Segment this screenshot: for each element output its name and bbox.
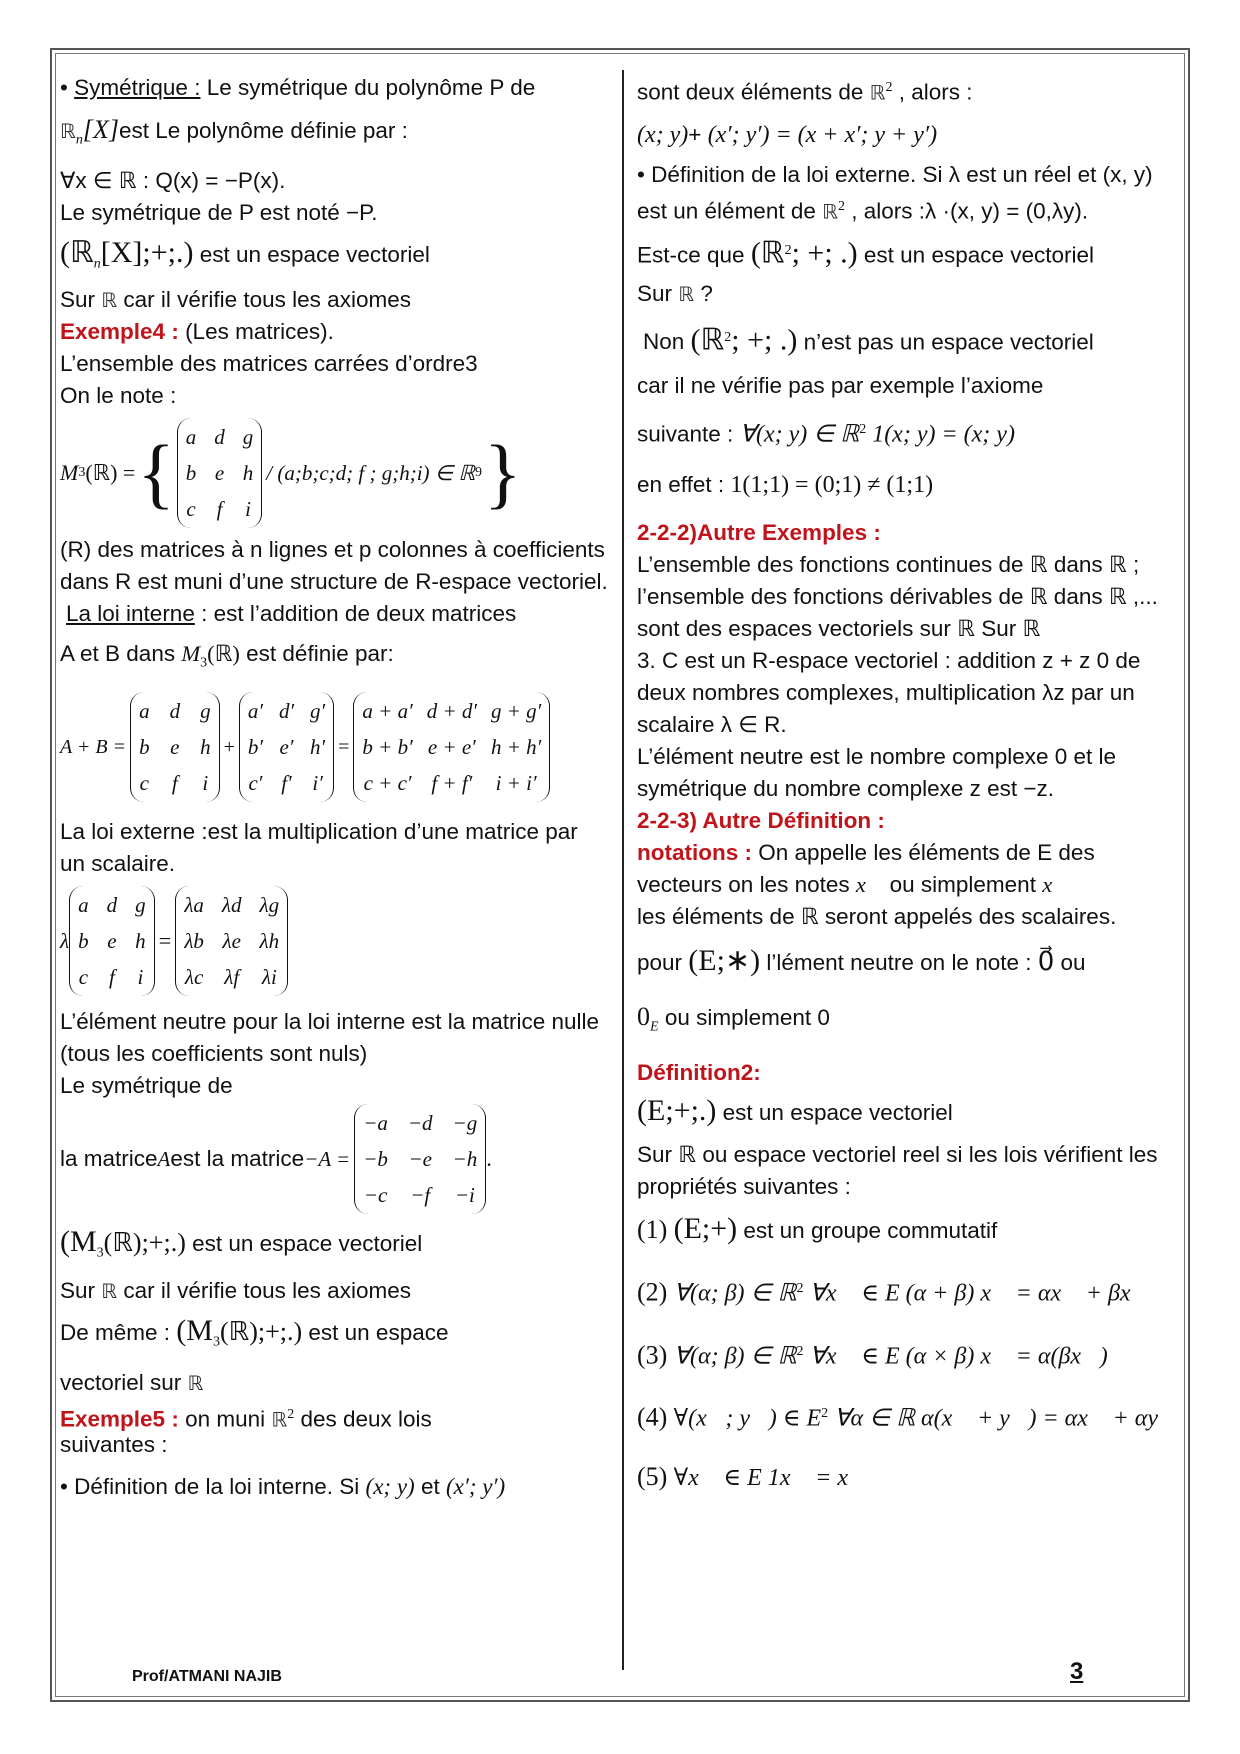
- matrix-cell: h: [135, 928, 146, 953]
- poly-def-text: est Le polynôme définie par :: [118, 118, 408, 143]
- matrix-cell: f + f′: [431, 770, 473, 795]
- matrix-cell: i: [137, 964, 144, 989]
- matrix-cell: a + a′: [362, 698, 413, 723]
- matrix-cell: b: [139, 734, 150, 759]
- axiom-number: (4): [637, 1402, 668, 1432]
- sym-dot: .: [486, 1145, 492, 1171]
- sur-text: Sur: [60, 1278, 102, 1303]
- internal-law-def-text: • Définition de la loi interne. Si: [60, 1474, 366, 1499]
- matrices-np-paragraph: (R) des matrices à n lignes et p colonnes à coefficients dans R est muni d’une structure de R-espace vectoriel.: [60, 537, 608, 594]
- sym-noted: Le symétrique de P est noté −P.: [60, 199, 378, 225]
- matrix-cell: b: [185, 461, 197, 485]
- matrix-cell: λc: [184, 964, 204, 989]
- axiom-5: [637, 1461, 1177, 1494]
- matrix-cell: i′: [312, 770, 323, 795]
- sum-pair-formula: [637, 119, 1177, 151]
- axiom-number: (1): [637, 1215, 668, 1244]
- oe-line: [637, 1001, 1177, 1044]
- matrix-cell: g + g′: [490, 698, 542, 723]
- matrix-cell: e: [170, 734, 180, 759]
- m3-matrix: [177, 418, 263, 528]
- m3-symbol: M: [60, 460, 79, 485]
- matrix-a-grid: [139, 694, 211, 800]
- axiom-1-text: est un groupe commutatif: [737, 1218, 998, 1243]
- sym-neg: −A =: [304, 1146, 351, 1171]
- sum-lhs: A + B =: [60, 735, 127, 758]
- ab-sub: 3: [200, 655, 208, 671]
- example5-text-b: des deux lois: [294, 1406, 432, 1431]
- m3-definition: [60, 418, 608, 528]
- scalar-mult-formula: [60, 886, 608, 996]
- matrix-cell: h + h′: [490, 734, 542, 759]
- matrix-cell: −f: [410, 1182, 431, 1207]
- subscript-n: n: [75, 132, 83, 148]
- notations-label: notations :: [637, 839, 752, 865]
- matrix-cell: b: [78, 928, 89, 953]
- m3-lhs: (ℝ) =: [85, 460, 136, 485]
- external-law-def: [637, 159, 1177, 228]
- vectoriel-sur-text: vectoriel sur: [60, 1369, 188, 1395]
- en-effet-line: [637, 469, 1177, 501]
- matrix-cell: b + b′: [362, 734, 413, 759]
- neutral-element-text: L’élément neutre pour la loi interne est la matrice nulle (tous les coefficients sont nuls): [60, 1008, 600, 1066]
- matrix-neg: [354, 1104, 486, 1214]
- en-effet-math: 1(1;1) = (0;1) ≠ (1;1): [730, 471, 934, 498]
- axiom-3: [637, 1336, 1177, 1373]
- vectoriel-sur-line: [60, 1367, 608, 1399]
- matrix-cell: λb: [184, 928, 204, 953]
- question-mark: ?: [694, 280, 713, 306]
- oe-text: ou simplement 0: [658, 1004, 830, 1030]
- matrix-cell: f: [108, 964, 115, 989]
- question-line: [637, 235, 1177, 272]
- exp-2: 2: [837, 198, 845, 214]
- matrix-cell: f′: [281, 770, 292, 795]
- zero-e: 0: [637, 1001, 650, 1031]
- ab-text2: est définie par:: [239, 641, 394, 666]
- external-law-def-text-b: , alors :λ ·(x, y) = (0,λy).: [844, 198, 1089, 223]
- var-x: x: [1042, 871, 1053, 897]
- matrix-cell: i: [202, 770, 209, 795]
- lambda-symbol: λ: [60, 928, 70, 953]
- matrix-cell: a′: [247, 698, 263, 723]
- axiom-1: [637, 1213, 1177, 1247]
- matrix-cell: h′: [310, 734, 326, 759]
- def2-math: (E;+;.): [637, 1094, 717, 1127]
- set-r: ℝ: [678, 281, 695, 306]
- axiom-2: [637, 1273, 1177, 1310]
- matrix-cell: λi: [261, 964, 277, 989]
- set-r: ℝ: [869, 80, 886, 105]
- axiom-number: (2): [637, 1277, 668, 1307]
- definition2-heading: Définition2:: [637, 1060, 761, 1085]
- matrix-cell: e: [214, 461, 225, 485]
- de-meme-line: [60, 1315, 608, 1359]
- matrix-cell: g′: [310, 698, 326, 723]
- matrix-cell: d: [214, 425, 225, 449]
- non-line: [637, 322, 1177, 359]
- matrix-cell: i: [245, 497, 251, 521]
- set-r: ℝ: [60, 119, 76, 143]
- question-text-b: est un espace vectoriel: [857, 242, 1095, 268]
- matrix-cell: −h: [452, 1146, 478, 1171]
- axioms-line-1: [60, 284, 608, 316]
- set-r: ℝ: [101, 1279, 118, 1303]
- exp-2: 2: [724, 329, 732, 345]
- matrix-sum-grid: [362, 694, 541, 800]
- axiom-1-math: (E;+): [673, 1212, 738, 1245]
- var-x: [X]: [82, 115, 119, 144]
- complex-neutral-paragraph: L’élément neutre est le nombre complexe 0 et le symétrique du nombre complexe z est −z.: [637, 743, 1117, 801]
- q-formula: ∀x ∈ ℝ : Q(x) = −P(x).: [60, 167, 286, 193]
- axioms-line-2: [60, 1275, 608, 1307]
- axiom-formula-line: [637, 414, 1177, 451]
- matrix-cell: g: [200, 698, 211, 723]
- axioms-text: car il vérifie tous les axiomes: [117, 287, 411, 312]
- matrix-a: [130, 692, 220, 802]
- symmetric-line: [60, 72, 608, 104]
- ab-math2: (ℝ): [207, 641, 240, 666]
- m3-sub: 3: [78, 465, 86, 480]
- sym-text-a: la matrice: [60, 1145, 158, 1171]
- axiom-number: (3): [637, 1340, 668, 1369]
- matrix-cell: h: [242, 461, 254, 485]
- matrix-cell: a: [78, 892, 89, 917]
- complex-paragraph: 3. C est un R-espace vectoriel : addition z + z 0 de deux nombres complexes, multiplication λz par un scalaire λ ∈ R.: [637, 647, 1141, 737]
- matrix-cell: λe: [222, 928, 241, 953]
- matrix-cell: d + d′: [426, 698, 477, 723]
- axiom-4-math: ∀(x⃗; y⃗) ∈ E: [673, 1405, 822, 1432]
- internal-law-def-line: [60, 1471, 608, 1503]
- matrix-cell: −c: [363, 1182, 388, 1207]
- pour-text-b: l’lément neutre on le note :: [760, 949, 1038, 975]
- axiom-counter-text: car il ne vérifie pas par exemple l’axiome: [637, 373, 1044, 398]
- notations-text2: ou simplement: [883, 871, 1043, 897]
- non-math: (ℝ: [690, 323, 725, 356]
- axiom-2-math: ∀(α; β) ∈ ℝ: [673, 1280, 797, 1307]
- matrix-m: [69, 886, 155, 996]
- question-math2: ; +; .): [791, 236, 858, 270]
- axiom-4-math2: ∀α ∈ ℝ α(x⃗ + y⃗) = αx⃗ + αy⃗: [828, 1405, 1177, 1432]
- matrix-cell: −i: [454, 1182, 475, 1207]
- matrix-cell: −d: [407, 1110, 433, 1135]
- vector-x: x⃗: [855, 871, 884, 897]
- exp-2: 2: [796, 1343, 804, 1359]
- ab-line: [60, 638, 608, 680]
- equals-sign: =: [338, 735, 350, 758]
- ou-text: ou: [1054, 949, 1086, 975]
- matrix-cell: h: [200, 734, 211, 759]
- matrix-cell: e′: [279, 734, 294, 759]
- external-law-def-text: • Définition de la loi externe. Si λ est un réel et (x, y) est un élément de: [637, 161, 1153, 223]
- matrix-cell: −b: [363, 1146, 388, 1171]
- matrix-neg-grid: [363, 1106, 477, 1212]
- m3-exp: 9: [474, 465, 482, 480]
- matrix-cell: c: [78, 964, 89, 989]
- example4-label: Exemple4 :: [60, 319, 179, 344]
- matrix-cell: −e: [408, 1146, 432, 1171]
- ev-poly-line: [60, 237, 608, 281]
- pair-xy: (x; y): [637, 121, 689, 148]
- matrix-cell: λa: [184, 892, 204, 917]
- non-text-b: n’est pas un espace vectoriel: [797, 329, 1094, 354]
- matrix-cell: c: [139, 770, 149, 795]
- negative-matrix-line: [60, 1104, 608, 1214]
- def2-text: est un espace vectoriel: [716, 1100, 953, 1125]
- external-law-text: La loi externe :est la multiplication d’une matrice par un scalaire.: [60, 818, 578, 876]
- set-r: ℝ: [101, 288, 118, 312]
- heading-222: 2-2-2)Autre Exemples :: [637, 519, 881, 545]
- heading-223: 2-2-3) Autre Définition :: [637, 807, 885, 833]
- matrix-cell: c + c′: [363, 770, 412, 795]
- matrices-set-text: L’ensemble des matrices carrées d’ordre3: [60, 351, 478, 376]
- internal-law-line: [60, 598, 608, 630]
- de-meme-text: De même :: [60, 1320, 177, 1345]
- non-math2: ; +; .): [731, 323, 798, 356]
- matrix-cell: −g: [452, 1110, 478, 1135]
- sub-e: E: [650, 1019, 659, 1034]
- bullet: •: [60, 75, 75, 100]
- ev-poly-math: (ℝ: [60, 235, 94, 269]
- matrix-cell: e: [107, 928, 117, 953]
- exp-2: 2: [885, 80, 893, 95]
- de-meme-math: (M: [176, 1314, 213, 1347]
- def2-paragraph: Sur ℝ ou espace vectoriel reel si les lois vérifient les propriétés suivantes :: [637, 1142, 1158, 1199]
- axiom-4: [637, 1398, 1177, 1435]
- sur-question-line: [637, 278, 1177, 310]
- example5-text-c: suivantes :: [60, 1432, 168, 1457]
- example4-heading: [60, 316, 608, 348]
- exp-2: 2: [287, 1406, 295, 1422]
- m3-grid: [186, 420, 254, 526]
- sym-text-b: est la matrice: [170, 1145, 305, 1171]
- notations-text: On appelle les éléments de E des vecteurs on les notes: [637, 839, 1095, 897]
- m3-condition: / (a;b;c;d; f ; g;h;i) ∈ ℝ: [266, 461, 475, 485]
- plus-sign: +: [223, 735, 235, 758]
- internal-law-text: : est l’addition de deux matrices: [194, 601, 517, 626]
- pour-line: [637, 945, 1177, 979]
- pour-math: (E;∗): [688, 943, 761, 977]
- column-divider: [622, 70, 624, 1670]
- pour-text: pour: [637, 949, 689, 975]
- axiom-number: (5): [637, 1461, 668, 1491]
- brace-open-icon: {: [137, 429, 175, 516]
- matrix-cell: λf: [224, 964, 240, 989]
- en-effet-text: en effet :: [637, 471, 731, 497]
- ev-poly-text: est un espace vectoriel: [193, 241, 430, 267]
- matrix-lambda-grid: [184, 888, 279, 994]
- set-r: ℝ: [271, 1407, 288, 1431]
- matrix-cell: g: [135, 892, 146, 917]
- plus-sign: +: [688, 121, 702, 147]
- matrix-cell: g: [242, 425, 254, 449]
- axiom-math2: 1(x; y) = (x; y): [866, 421, 1015, 448]
- pair-xy-prime: (x′; y′): [445, 1474, 506, 1499]
- ab-text: A et B dans: [60, 641, 182, 666]
- suivante-text: suivante :: [637, 421, 740, 447]
- internal-law-term: La loi interne: [66, 601, 195, 626]
- et-text: et: [414, 1474, 446, 1499]
- axioms-text: car il vérifie tous les axiomes: [117, 1278, 411, 1303]
- ev-m3-line: [60, 1226, 608, 1270]
- matrix-cell: λg: [259, 892, 280, 917]
- ev-poly-sub: n: [93, 256, 101, 271]
- de-meme-math2: (ℝ);+;.): [219, 1317, 303, 1346]
- ev-m3-sub: 3: [96, 1245, 104, 1260]
- pair-xy: (x; y): [365, 1474, 415, 1499]
- notations-paragraph: [637, 837, 1177, 901]
- sum-formula: [60, 692, 608, 802]
- sur-text: Sur: [637, 280, 679, 306]
- exp-2: 2: [821, 1406, 829, 1421]
- matrix-sum: [353, 692, 550, 802]
- exp-2: 2: [784, 243, 792, 258]
- exp-2: 2: [859, 422, 867, 437]
- equals-sign: =: [158, 927, 172, 953]
- axiom-5-math: ∀x⃗ ∈ E 1x⃗ = x⃗: [673, 1464, 867, 1491]
- matrix-cell: d: [106, 892, 118, 917]
- matrix-cell: a: [139, 698, 150, 723]
- example5-label: Exemple5 :: [60, 1406, 179, 1431]
- question-text: Est-ce que: [637, 242, 751, 268]
- matrix-cell: d: [169, 698, 181, 723]
- axiom-math: ∀(x; y) ∈ ℝ: [739, 421, 860, 448]
- question-math: (ℝ: [750, 236, 785, 270]
- sym-de-text: Le symétrique de: [60, 1072, 233, 1098]
- symmetric-text: Le symétrique du polynôme P de: [200, 75, 536, 100]
- matrix-cell: −a: [363, 1110, 388, 1135]
- set-r: ℝ: [822, 199, 838, 223]
- scalars-text: les éléments de ℝ seront appelés des scalaires.: [637, 903, 1117, 929]
- matrix-cell: b′: [247, 734, 263, 759]
- axiom-3-math: ∀(α; β) ∈ ℝ: [673, 1343, 797, 1369]
- ev-m3-text: est un espace vectoriel: [185, 1230, 423, 1256]
- note-text: On le note :: [60, 383, 177, 408]
- matrix-cell: i + i′: [495, 770, 537, 795]
- ab-math: M: [181, 641, 201, 666]
- pair-sum: (x′; y′) = (x + x′; y + y′): [707, 121, 938, 148]
- sym-A: A: [157, 1146, 171, 1171]
- zero-vector: 0⃗: [1037, 946, 1055, 976]
- left-column: [60, 74, 608, 1503]
- two-elements-text: sont deux éléments de: [637, 79, 870, 105]
- right-column: [637, 74, 1177, 1494]
- matrix-cell: c: [186, 497, 196, 521]
- footer-author: Prof/ATMANI NAJIB: [132, 1668, 282, 1685]
- matrix-cell: f: [171, 770, 178, 795]
- def2-ev-line: [637, 1095, 1177, 1129]
- ev-m3-math: (M: [60, 1224, 97, 1258]
- brace-close-icon: }: [483, 429, 522, 516]
- axiom-2-math2: ∀x⃗ ∈ E (α + β) x⃗ = αx⃗ + βx⃗: [803, 1280, 1150, 1307]
- matrix-b: [239, 692, 334, 802]
- set-r: ℝ: [187, 1370, 204, 1395]
- two-elements-line: [637, 72, 1177, 109]
- alors-text: , alors :: [892, 79, 973, 105]
- example5-text-a: on muni: [178, 1406, 272, 1431]
- page-number: 3: [1070, 1658, 1084, 1685]
- matrix-cell: d′: [278, 698, 295, 723]
- poly-space-line: [60, 114, 608, 157]
- symmetric-term: Symétrique :: [74, 75, 201, 100]
- matrix-lambda: [175, 886, 288, 996]
- other-examples-paragraph: L’ensemble des fonctions continues de ℝ dans ℝ ; l’ensemble des fonctions dérivables de ℝ dans ℝ ,... sont des espaces vectoriels sur ℝ Sur ℝ: [637, 551, 1158, 641]
- de-meme-sub: 3: [212, 1334, 220, 1350]
- non-text: Non: [643, 329, 691, 354]
- matrix-cell: λd: [221, 892, 242, 917]
- de-meme-text2: est un espace: [302, 1320, 449, 1345]
- matrix-cell: a: [185, 425, 197, 449]
- matrix-cell: e + e′: [427, 734, 476, 759]
- ev-m3-math2: (ℝ);+;.): [103, 1227, 186, 1257]
- matrix-cell: f: [216, 497, 223, 521]
- matrix-m-grid: [78, 888, 146, 994]
- matrix-cell: c′: [248, 770, 263, 795]
- example4-text: (Les matrices).: [178, 319, 334, 344]
- sur-text: Sur: [60, 287, 102, 312]
- axiom-3-math2: ∀x⃗ ∈ E (α × β) x⃗ = α(βx⃗): [803, 1343, 1108, 1369]
- exp-2: 2: [796, 1281, 804, 1296]
- matrix-cell: λh: [259, 928, 280, 953]
- matrix-b-grid: [248, 694, 325, 800]
- ev-poly-math2: [X];+;.): [100, 235, 194, 269]
